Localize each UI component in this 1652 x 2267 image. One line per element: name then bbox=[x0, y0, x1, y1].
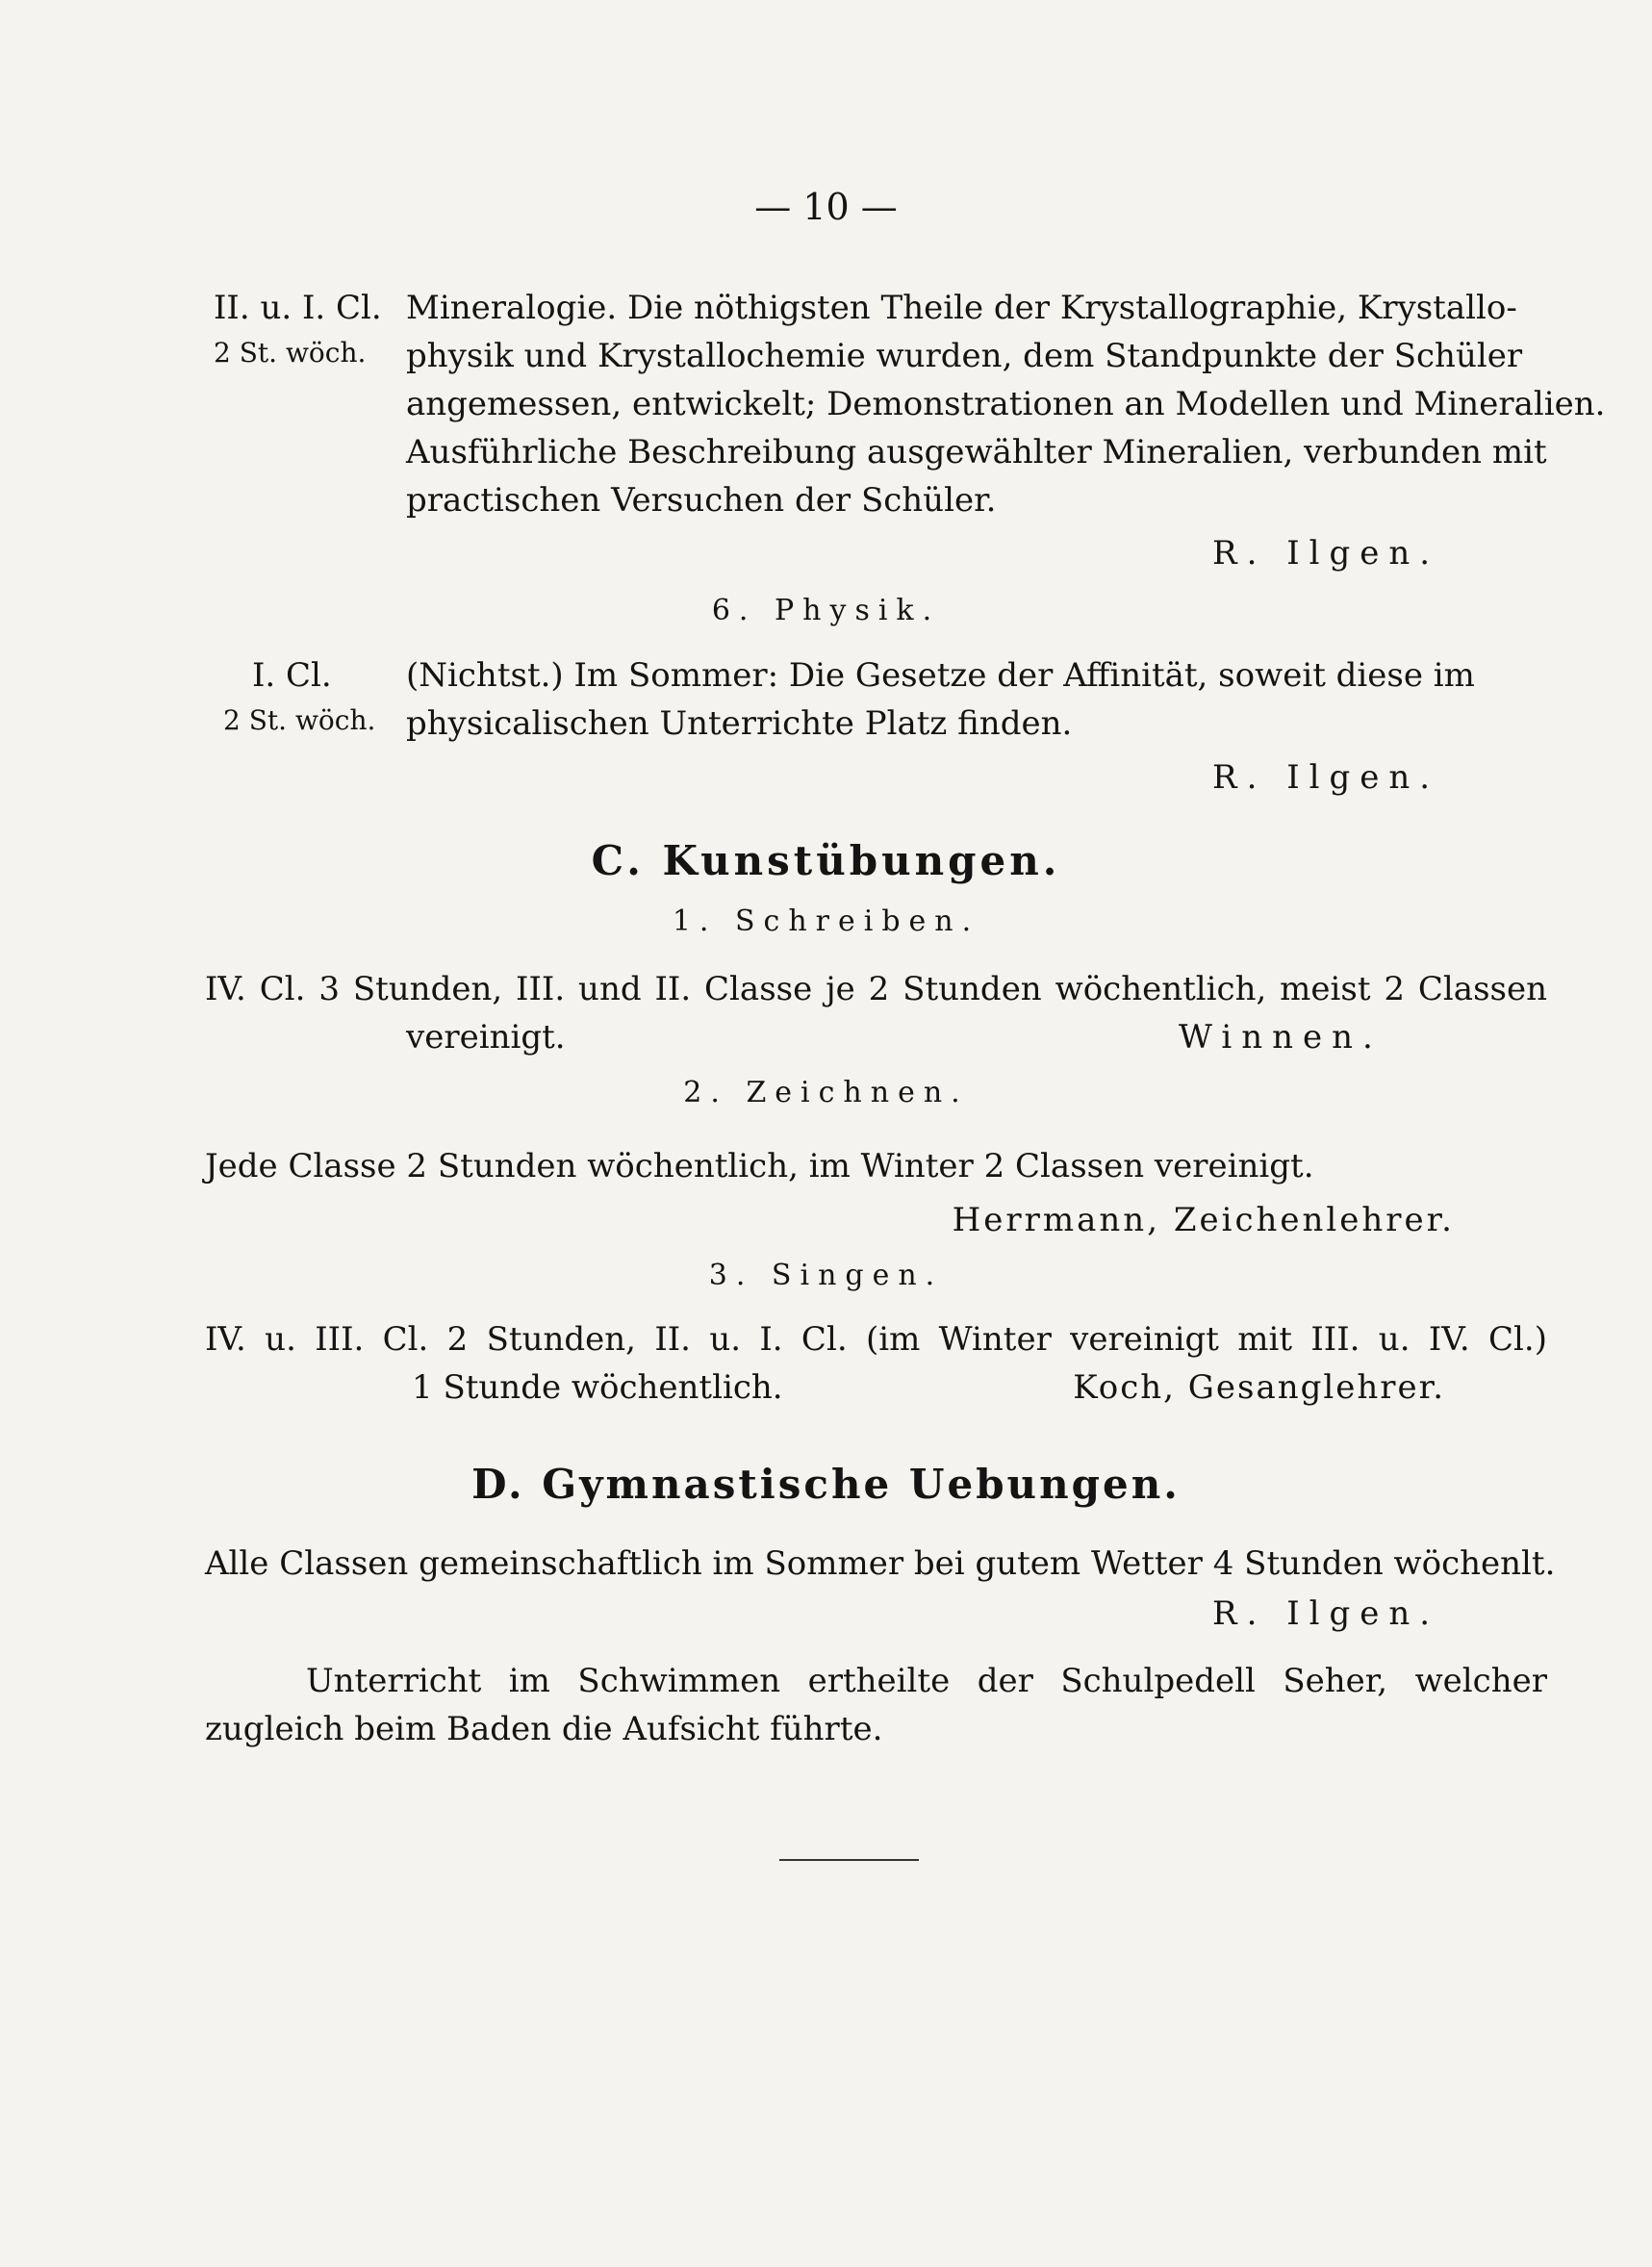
singen-heading: 3. Singen. bbox=[708, 1259, 944, 1292]
physik-hours-label: 2 St. wöch. bbox=[223, 704, 376, 736]
gymnastik-heading: D. Gymnastische Uebungen. bbox=[471, 1461, 1181, 1508]
zeichnen-teacher: Herrmann, Zeichenlehrer. bbox=[952, 1201, 1455, 1239]
schreiben-line-2: vereinigt. bbox=[406, 1018, 566, 1057]
physik-heading: 6. Physik. bbox=[711, 594, 941, 627]
physik-line-2: physicalischen Unterrichte Platz finden. bbox=[406, 704, 1073, 743]
singen-teacher: Koch, Gesanglehrer. bbox=[1073, 1368, 1445, 1407]
zeichnen-heading: 2. Zeichnen. bbox=[683, 1076, 969, 1109]
zeichnen-line-1: Jede Classe 2 Stunden wöchentlich, im Winter 2 Classen vereinigt. bbox=[205, 1147, 1314, 1185]
mineralogy-line-1: Mineralogie. Die nöthigsten Theile der Krystallographie, Krystallo- bbox=[406, 289, 1517, 327]
physik-teacher: R. Ilgen. bbox=[1212, 758, 1440, 797]
schreiben-heading: 1. Schreiben. bbox=[672, 904, 980, 938]
schwimmen-line-2: zugleich beim Baden die Aufsicht führte. bbox=[205, 1710, 883, 1748]
mineralogy-line-2: physik und Krystallochemie wurden, dem Standpunkte der Schüler bbox=[406, 337, 1523, 375]
mineralogy-hours-label: 2 St. wöch. bbox=[214, 337, 367, 369]
singen-line-1: IV. u. III. Cl. 2 Stunden, II. u. I. Cl. (im Winter vereinigt mit III. u. IV. Cl.) bbox=[205, 1320, 1547, 1359]
physik-line-1: (Nichtst.) Im Sommer: Die Gesetze der Affinität, soweit diese im bbox=[406, 656, 1475, 695]
physik-class-label: I. Cl. bbox=[252, 656, 332, 695]
mineralogy-line-4: Ausführliche Beschreibung ausgewählter Mineralien, verbunden mit bbox=[406, 433, 1547, 471]
mineralogy-teacher: R. Ilgen. bbox=[1212, 534, 1440, 573]
mineralogy-class-label: II. u. I. Cl. bbox=[214, 289, 382, 327]
gymnastik-teacher: R. Ilgen. bbox=[1212, 1594, 1440, 1633]
schwimmen-line-1: Unterricht im Schwimmen ertheilte der Schulpedell Seher, welcher bbox=[306, 1662, 1547, 1700]
singen-line-2: 1 Stunde wöchentlich. bbox=[412, 1368, 783, 1407]
schreiben-line-1: IV. Cl. 3 Stunden, III. und II. Classe je 2 Stunden wöchentlich, meist 2 Classen bbox=[205, 970, 1547, 1008]
kunst-heading: C. Kunstübungen. bbox=[591, 837, 1061, 884]
mineralogy-line-3: angemessen, entwickelt; Demonstrationen an Modellen und Mineralien. bbox=[406, 385, 1606, 423]
gymnastik-line-1: Alle Classen gemeinschaftlich im Sommer bei gutem Wetter 4 Stunden wöchenlt. bbox=[205, 1544, 1556, 1583]
page-number: — 10 — bbox=[754, 186, 898, 228]
schreiben-teacher: Winnen. bbox=[1179, 1018, 1383, 1057]
mineralogy-line-5: practischen Versuchen der Schüler. bbox=[406, 481, 997, 520]
section-divider bbox=[779, 1859, 919, 1861]
